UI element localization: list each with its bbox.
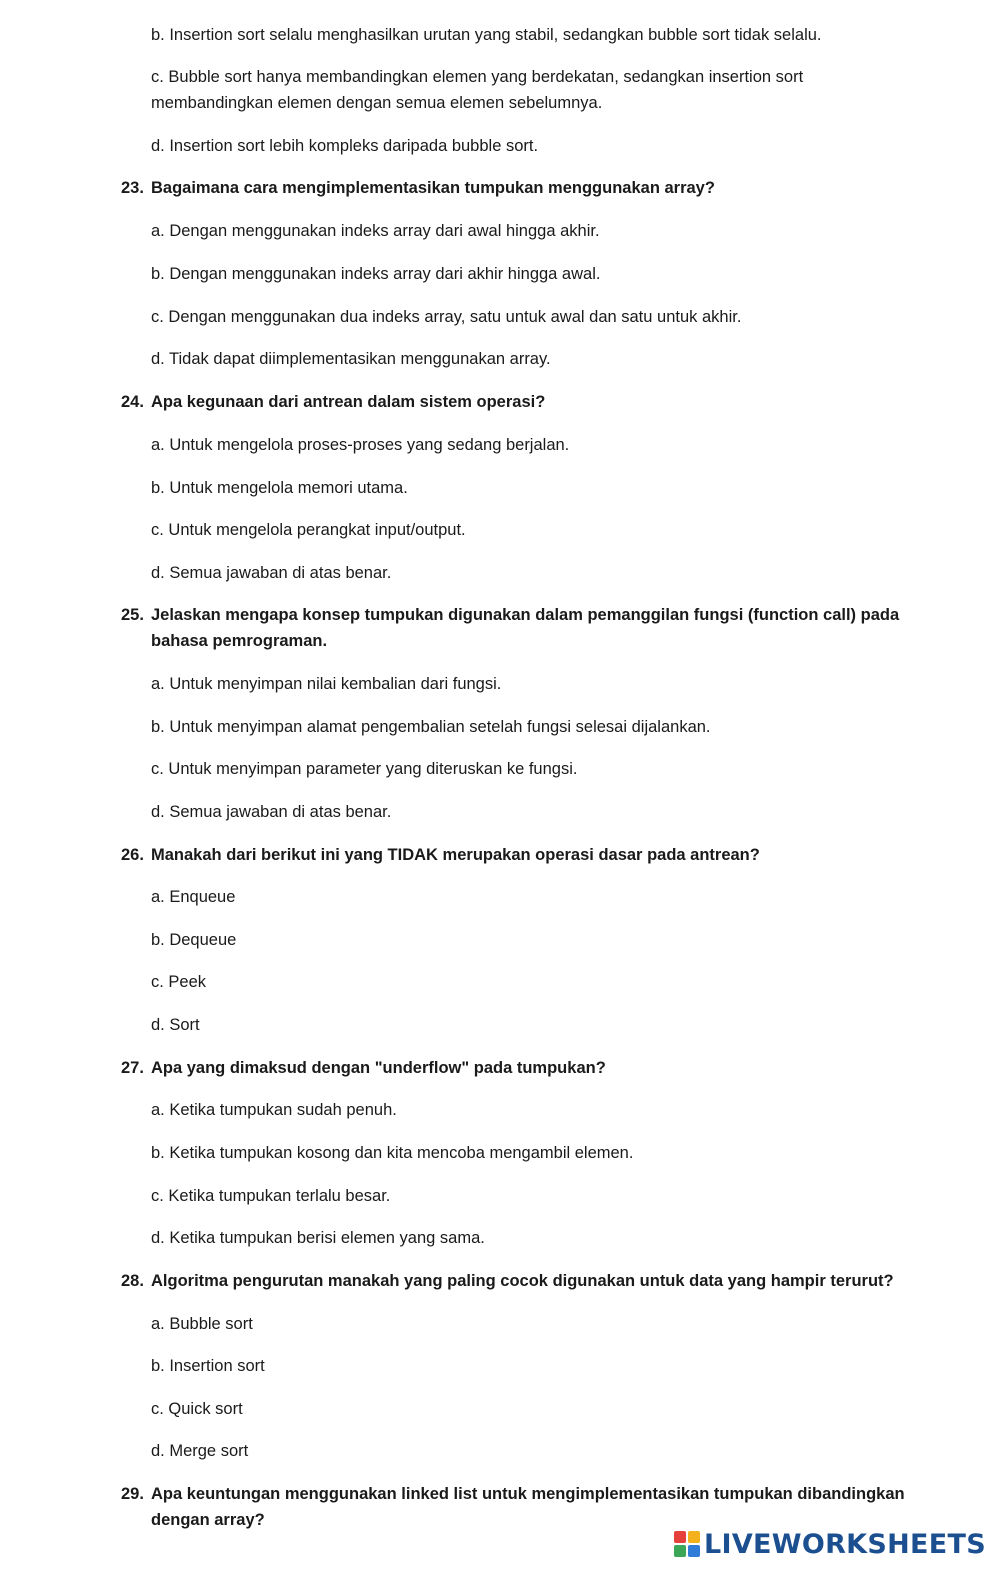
question-number: 27. — [121, 1059, 144, 1077]
option-22-c: c. Bubble sort hanya membandingkan elemen yang berdekatan, sedangkan insertion sort membandingkan elemen dengan semua elemen sebelumnya. — [151, 68, 804, 112]
option-25-d: d. Semua jawaban di atas benar. — [151, 803, 392, 821]
question-number: 29. — [121, 1485, 144, 1503]
question-text: Bagaimana cara mengimplementasikan tumpukan menggunakan array? — [151, 179, 715, 197]
option-24-c: c. Untuk mengelola perangkat input/output. — [151, 521, 466, 539]
option-27-d: d. Ketika tumpukan berisi elemen yang sama. — [151, 1229, 485, 1247]
option-27-b: b. Ketika tumpukan kosong dan kita mencoba mengambil elemen. — [151, 1144, 634, 1162]
option-26-d: d. Sort — [151, 1016, 200, 1034]
option-24-d: d. Semua jawaban di atas benar. — [151, 564, 392, 582]
question-number: 25. — [121, 606, 144, 624]
option-23-b: b. Dengan menggunakan indeks array dari akhir hingga awal. — [151, 265, 601, 283]
option-23-a: a. Dengan menggunakan indeks array dari awal hingga akhir. — [151, 222, 600, 240]
question-number: 23. — [121, 179, 144, 197]
question-number: 24. — [121, 393, 144, 411]
option-22-d: d. Insertion sort lebih kompleks daripada bubble sort. — [151, 137, 539, 155]
option-23-d: d. Tidak dapat diimplementasikan menggunakan array. — [151, 350, 551, 368]
option-28-c: c. Quick sort — [151, 1400, 243, 1418]
question-text: Apa keuntungan menggunakan linked list untuk mengimplementasikan tumpukan dibandingkan dengan array? — [151, 1485, 905, 1529]
liveworksheets-logo[interactable] — [674, 1527, 986, 1561]
option-22-b: b. Insertion sort selalu menghasilkan urutan yang stabil, sedangkan bubble sort tidak selalu. — [151, 26, 822, 44]
option-28-b: b. Insertion sort — [151, 1357, 265, 1375]
option-24-b: b. Untuk mengelola memori utama. — [151, 479, 408, 497]
logo-square-red — [674, 1531, 686, 1543]
question-text: Apa yang dimaksud dengan "underflow" pada tumpukan? — [151, 1059, 606, 1077]
option-25-b: b. Untuk menyimpan alamat pengembalian setelah fungsi selesai dijalankan. — [151, 718, 711, 736]
option-26-a: a. Enqueue — [151, 888, 236, 906]
logo-square-green — [674, 1545, 686, 1557]
question-text: Algoritma pengurutan manakah yang paling cocok digunakan untuk data yang hampir terurut? — [151, 1272, 894, 1290]
option-26-c: c. Peek — [151, 973, 207, 991]
question-text: Apa kegunaan dari antrean dalam sistem operasi? — [151, 393, 546, 411]
option-28-a: a. Bubble sort — [151, 1315, 253, 1333]
logo-text: LIVEWORKSHEETS — [703, 1528, 986, 1560]
question-number: 28. — [121, 1272, 144, 1290]
option-26-b: b. Dequeue — [151, 931, 237, 949]
option-25-a: a. Untuk menyimpan nilai kembalian dari fungsi. — [151, 675, 502, 693]
logo-square-blue — [688, 1545, 700, 1557]
option-27-a: a. Ketika tumpukan sudah penuh. — [151, 1101, 397, 1119]
option-23-c: c. Dengan menggunakan dua indeks array, satu untuk awal dan satu untuk akhir. — [151, 308, 742, 326]
question-text: Jelaskan mengapa konsep tumpukan digunakan dalam pemanggilan fungsi (function call) pada bahasa pemrograman. — [151, 606, 900, 650]
option-27-c: c. Ketika tumpukan terlalu besar. — [151, 1187, 391, 1205]
question-number: 26. — [121, 846, 144, 864]
option-28-d: d. Merge sort — [151, 1442, 249, 1460]
question-text: Manakah dari berikut ini yang TIDAK merupakan operasi dasar pada antrean? — [151, 846, 760, 864]
option-24-a: a. Untuk mengelola proses-proses yang sedang berjalan. — [151, 436, 570, 454]
option-25-c: c. Untuk menyimpan parameter yang diteruskan ke fungsi. — [151, 760, 578, 778]
logo-square-yellow — [688, 1531, 700, 1543]
liveworksheets-logo-icon — [674, 1531, 700, 1557]
